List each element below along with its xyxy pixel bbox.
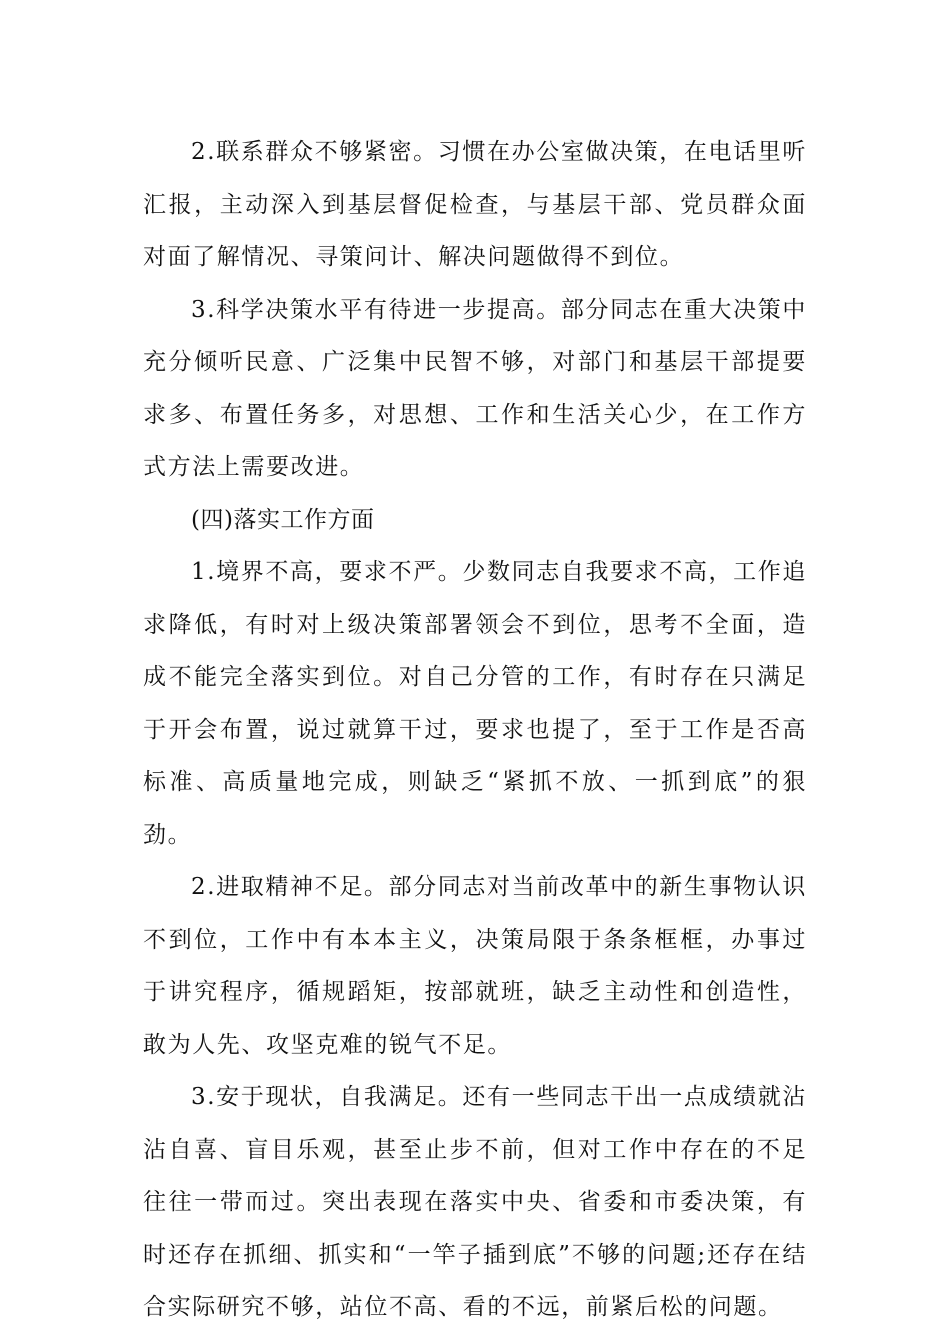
section-heading: (四)落实工作方面 <box>191 506 375 533</box>
paragraph-complacency: 3.安于现状，自我满足。还有一些同志干出一点成绩就沾沾自喜、盲目乐观，甚至止步不前，但对工作中存在的不足往往一带而过。突出表现在落实中央、省委和市委决策，有时还存在抓细、抓实和“一竿子插到底”不够的问题;还存在结合实际研究不够，站位不高、看的不远，前紧后松的问题。 <box>143 1084 807 1320</box>
paragraph-contact-masses: 2.联系群众不够紧密。习惯在办公室做决策，在电话里听汇报，主动深入到基层督促检查，与基层干部、党员群众面对面了解情况、寻策问计、解决问题做得不到位。 <box>143 139 807 270</box>
paragraph-enterprising-spirit: 2.进取精神不足。部分同志对当前改革中的新生事物认识不到位，工作中有本本主义，决策局限于条条框框，办事过于讲究程序，循规蹈矩，按部就班，缺乏主动性和创造性，敢为人先、攻坚克难的锐气不足。 <box>143 874 807 1058</box>
document-body <box>143 126 807 1334</box>
paragraph-realm-requirements: 1.境界不高，要求不严。少数同志自我要求不高，工作追求降低，有时对上级决策部署领会不到位，思考不全面，造成不能完全落实到位。对自己分管的工作，有时存在只满足于开会布置，说过就算干过，要求也提了，至于工作是否高标准、高质量地完成，则缺乏“紧抓不放、一抓到底”的狠劲。 <box>143 559 807 848</box>
paragraph-scientific-decision: 3.科学决策水平有待进一步提高。部分同志在重大决策中充分倾听民意、广泛集中民智不够，对部门和基层干部提要求多、布置任务多，对思想、工作和生活关心少，在工作方式方法上需要改进。 <box>143 296 807 480</box>
